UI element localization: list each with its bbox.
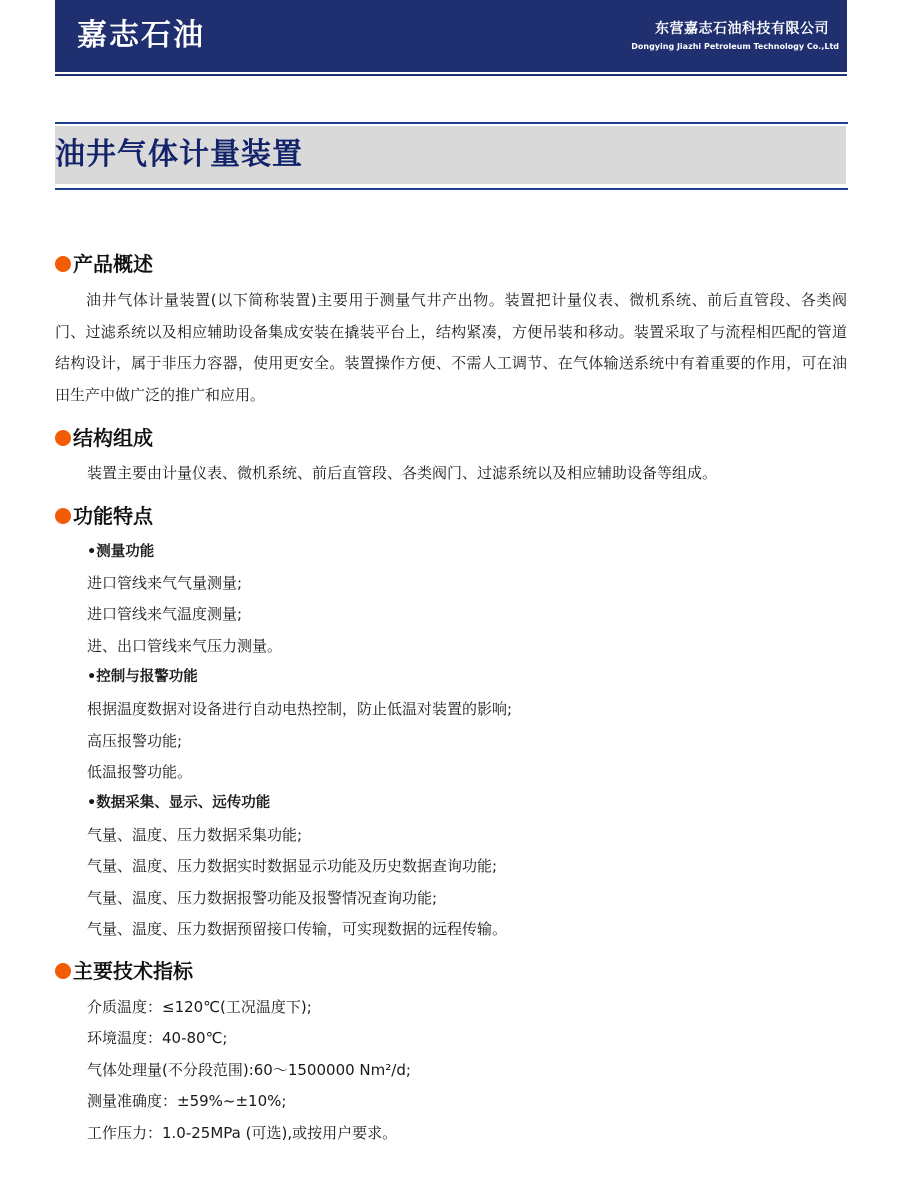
header-divider	[55, 74, 847, 76]
feature-subheading-measure: •测量功能	[87, 544, 155, 560]
feature-item: 气量、温度、压力数据预留接口传输，可实现数据的远程传输。	[87, 920, 508, 938]
feature-item: 进口管线来气温度测量;	[87, 605, 243, 623]
section-heading-specs: 主要技术指标	[55, 958, 193, 984]
title-box	[55, 126, 846, 184]
brand-logo: 嘉志石油	[77, 18, 205, 53]
section-heading-structure: 结构组成	[55, 425, 153, 451]
spec-item: 测量准确度：±59%~±10%;	[87, 1092, 287, 1110]
header-banner	[55, 0, 847, 72]
feature-subheading-data: •数据采集、显示、远传功能	[87, 795, 271, 811]
bullet-dot-icon	[55, 963, 71, 979]
feature-item: 气量、温度、压力数据实时数据显示功能及历史数据查询功能;	[87, 857, 498, 875]
title-bottom-rule	[55, 188, 848, 190]
title-top-rule	[55, 122, 848, 124]
overview-paragraph: 油井气体计量装置(以下简称装置)主要用于测量气井产出物。装置把计量仪表、微机系统、前后直管段、各类阀门、过滤系统以及相应辅助设备集成安装在撬装平台上，结构紧凑，方便吊装和移动。装置采取了与流程相匹配的管道结构设计，属于非压力容器，使用更安全。装置操作方便、不需人工调节、在气体输送系统中有着重要的作用，可在油田生产中做广泛的推广和应用。	[55, 291, 847, 404]
company-name-cn: 东营嘉志石油科技有限公司	[655, 21, 829, 37]
feature-item: 气量、温度、压力数据报警功能及报警情况查询功能;	[87, 889, 438, 907]
spec-item: 环境温度：40-80℃;	[87, 1029, 228, 1047]
spec-item: 工作压力：1.0-25MPa (可选),或按用户要求。	[87, 1124, 398, 1142]
feature-item: 低温报警功能。	[87, 763, 193, 781]
bullet-dot-icon	[55, 508, 71, 524]
spec-item: 介质温度：≤120℃(工况温度下);	[87, 998, 312, 1016]
section-heading-overview: 产品概述	[55, 251, 153, 277]
feature-item: 根据温度数据对设备进行自动电热控制，防止低温对装置的影响;	[87, 700, 513, 718]
section-heading-features: 功能特点	[55, 503, 153, 529]
spec-item: 气体处理量(不分段范围):60～1500000 Nm²/d;	[87, 1061, 411, 1079]
feature-item: 进口管线来气气量测量;	[87, 574, 243, 592]
page-title: 油井气体计量装置	[55, 137, 303, 172]
feature-subheading-control: •控制与报警功能	[87, 669, 198, 685]
company-name-en: Dongying Jiazhi Petroleum Technology Co.,Ltd	[631, 42, 839, 51]
feature-item: 高压报警功能;	[87, 732, 183, 750]
bullet-dot-icon	[55, 256, 71, 272]
feature-item: 进、出口管线来气压力测量。	[87, 637, 283, 655]
bullet-dot-icon	[55, 430, 71, 446]
feature-item: 气量、温度、压力数据采集功能;	[87, 826, 303, 844]
structure-text: 装置主要由计量仪表、微机系统、前后直管段、各类阀门、过滤系统以及相应辅助设备等组成。	[87, 464, 718, 482]
